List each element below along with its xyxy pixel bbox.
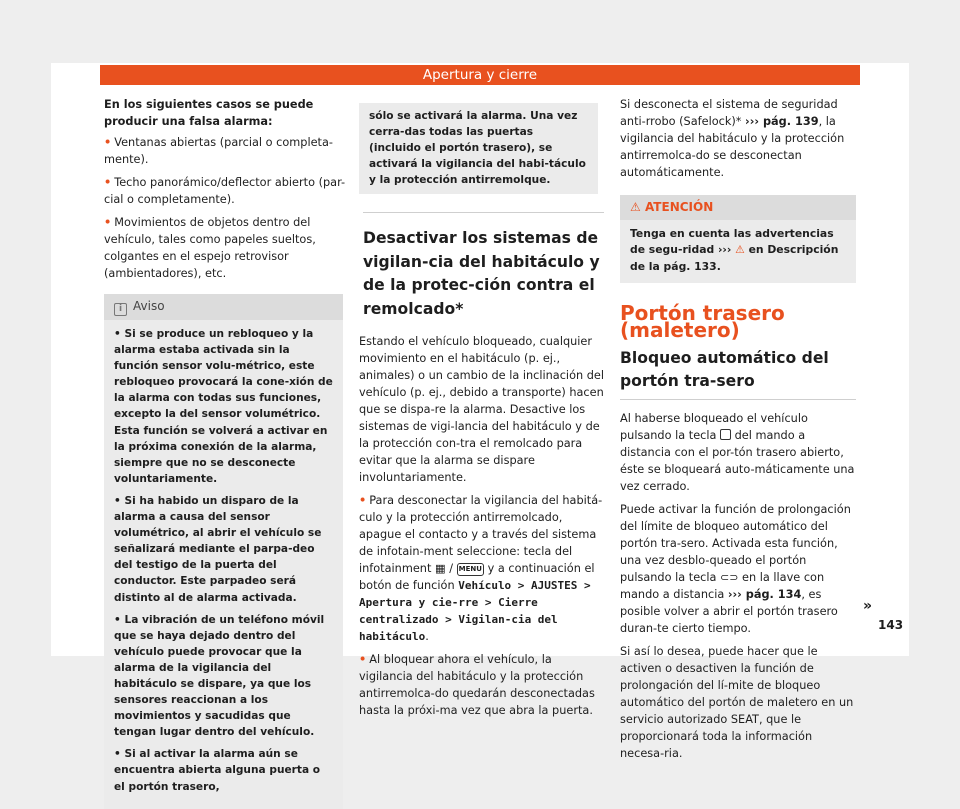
list-item: • Al bloquear ahora el vehículo, la vigilancia del habitáculo y la protección antirremolca-do quedarán desconectadas hasta la próxi-ma vez que abra la puerta. xyxy=(359,653,595,718)
note-item: • Si al activar la alarma aún se encuentra abierta alguna puerta o el portón trasero, xyxy=(114,748,321,793)
note-item: • Si se produce un rebloqueo y la alarma estaba activada sin la función sensor volu-métrico, este rebloqueo provocará la cone-xión de la alarma con todas sus funciones, excepto la del sensor volumétrico. Esta función se volverá a activar en la próxima conexión de la alarma, siempre que no se desconecte voluntariamente. xyxy=(114,328,333,485)
bullet-icon: • xyxy=(359,653,367,667)
warning-body: Tenga en cuenta las advertencias de segu-ridad ››› ⚠ en Descripción de la pág. 133. xyxy=(630,226,839,273)
column-1 xyxy=(104,96,349,809)
column-3 xyxy=(620,96,856,768)
lead-text: En los siguientes casos se puede producir una falsa alarma: xyxy=(104,98,314,128)
paragraph: Estando el vehículo bloqueado, cualquier movimiento en el habitáculo (p. ej., animales) o un cambio de la inclinación del vehículo (p. ej., debido a transporte) hacen que se dispa-re la alarma. Desactive los sistemas de vigi-lancia del habitáculo y de la protección con-tra el remolcado para evitar que la alarma se dispare involuntariamente. xyxy=(359,335,604,485)
note-continuation: sólo se activará la alarma. Una vez cerra-das todas las puertas (incluido el portón trasero), se activará la vigilancia del habi-táculo y la protección antirremolque. xyxy=(359,103,598,194)
page-number: 143 xyxy=(878,618,904,632)
column-2 xyxy=(359,103,604,725)
subsection-heading: Bloqueo automático del portón tra-sero xyxy=(620,347,856,400)
continue-mark: » xyxy=(863,598,873,614)
note-header xyxy=(104,294,343,320)
note-title: Aviso xyxy=(133,299,165,313)
menu-key-icon: MENU xyxy=(457,563,484,576)
menu-grid-icon: ▦ xyxy=(434,562,446,576)
section-heading: Portón trasero (maletero) xyxy=(620,301,785,342)
info-icon: i xyxy=(114,303,127,316)
paragraph: Al haberse bloqueado el vehículo pulsando la tecla del mando a distancia con el por-tón trasero abierto, éste se bloqueará auto-máticamente una vez cerrado. xyxy=(620,412,855,493)
bullet-icon: • xyxy=(104,216,112,229)
lock-icon xyxy=(720,429,731,440)
page-reference[interactable]: ››› pág. 134 xyxy=(727,588,802,601)
car-trunk-icon: ⊂⊃ xyxy=(720,571,739,584)
bullet-icon: • xyxy=(359,494,367,508)
list-item: • Ventanas abiertas (parcial o completa-mente). xyxy=(104,136,333,166)
note-item: • La vibración de un teléfono móvil que se haya dejado dentro del vehículo puede provocar que la alarma de la vigilancia del habitáculo se dispare, ya que los sensores reaccionan a los movimientos y sacudidas que tengan lugar dentro del vehículo. xyxy=(114,613,325,739)
section-title: Desactivar los sistemas de vigilan-cia del habitáculo y de la protec-ción contra el remolcado* xyxy=(363,212,604,321)
list-item: • Para desconectar la vigilancia del habitá-culo y la protección antirremolcado, apague el contacto y a través del sistema de infotain-ment seleccione: tecla del infotainment ▦ / MENU y a continuación el botón de función Vehículo > AJUSTES > Apertura y cie-rre > Cierre centralizado > Vigilan-cia del habitáculo. xyxy=(359,494,603,644)
page-reference[interactable]: ››› pág. 139 xyxy=(745,115,819,128)
paragraph: Si desconecta el sistema de seguridad anti-rrobo (Safelock)* ››› pág. 139, la vigilancia del habitáculo y la protección antirremolca-do se desconectan automáticamente. xyxy=(620,98,845,179)
paragraph: Si así lo desea, puede hacer que le activen o desactiven la función de prolongación del lí-mite de bloqueo automático del portón de maletero en un servicio autorizado SEAT, que le proporcionará toda la información necesa-ria. xyxy=(620,645,854,760)
warning-box xyxy=(620,195,856,283)
bullet-icon: • xyxy=(104,176,112,189)
menu-path: Vehículo > AJUSTES > Apertura y cie-rre > Cierre centralizado > Vigilan-cia del habitáculo xyxy=(359,579,591,644)
note-box xyxy=(104,294,343,809)
chapter-header: Apertura y cierre xyxy=(100,65,860,85)
warning-header xyxy=(620,195,856,220)
paragraph: Puede activar la función de prolongación del límite de bloqueo automático del portón tra-sero. Activada esta función, una vez desblo-queado el portón pulsando la tecla ⊂⊃ en la llave con mando a distancia ››› pág. 134, es posible volver a abrir el portón trasero duran-te cierto tiempo. xyxy=(620,503,851,635)
list-item: • Techo panorámico/deflector abierto (par-cial o completamente). xyxy=(104,176,346,206)
note-item: • Si ha habido un disparo de la alarma a causa del sensor volumétrico, al abrir el vehículo se señalizará mediante el parpa-deo del testigo de la puerta del conductor. Este parpadeo será distinto al de alarma activada. xyxy=(114,494,322,604)
warning-icon: ⚠ xyxy=(630,200,641,214)
list-item: • Movimientos de objetos dentro del vehículo, tales como papeles sueltos, colgantes en el espejo retrovisor (ambientadores), etc. xyxy=(104,216,316,280)
bullet-icon: • xyxy=(104,136,112,149)
warning-title: ATENCIÓN xyxy=(644,200,714,214)
warning-icon: ⚠ xyxy=(735,243,745,256)
